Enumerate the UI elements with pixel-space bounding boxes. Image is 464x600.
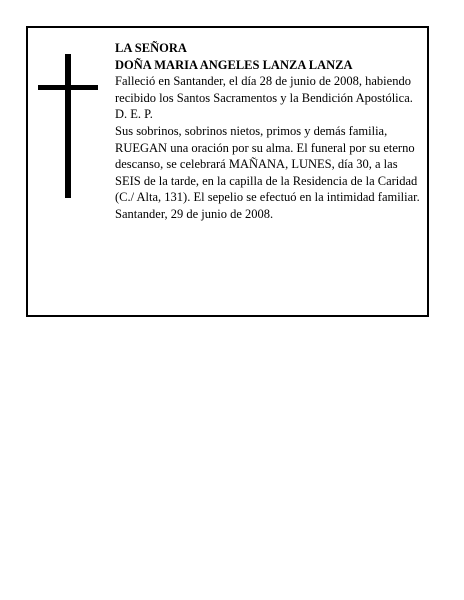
place-date: Santander, 29 de junio de 2008.	[115, 206, 274, 221]
notice-heading: LA SEÑORA	[115, 41, 187, 55]
death-statement: Falleció en Santander, el día 28 de junio de 2008, habiendo recibido los Santos Sacramentos y la Bendición Apostólica.	[115, 74, 413, 105]
obituary-notice	[26, 26, 429, 317]
cross-icon	[38, 54, 98, 198]
deceased-name: DOÑA MARIA ANGELES LANZA LANZA	[115, 57, 353, 72]
family-request: Sus sobrinos, sobrinos nietos, primos y demás familia, RUEGAN una oración por su alma. El funeral por su eterno descanso, se celebrará MAÑANA, LUNES, día 30, a las SEIS de la tarde, en la capilla de la Residencia de la Caridad (C./ Alta, 131). El sepelio se efectuó en la intimidad familiar.	[115, 123, 420, 205]
rip-line: D. E. P.	[115, 107, 153, 122]
cross-vertical-bar	[65, 54, 71, 198]
notice-text	[115, 40, 423, 223]
cross-horizontal-bar	[38, 85, 98, 90]
